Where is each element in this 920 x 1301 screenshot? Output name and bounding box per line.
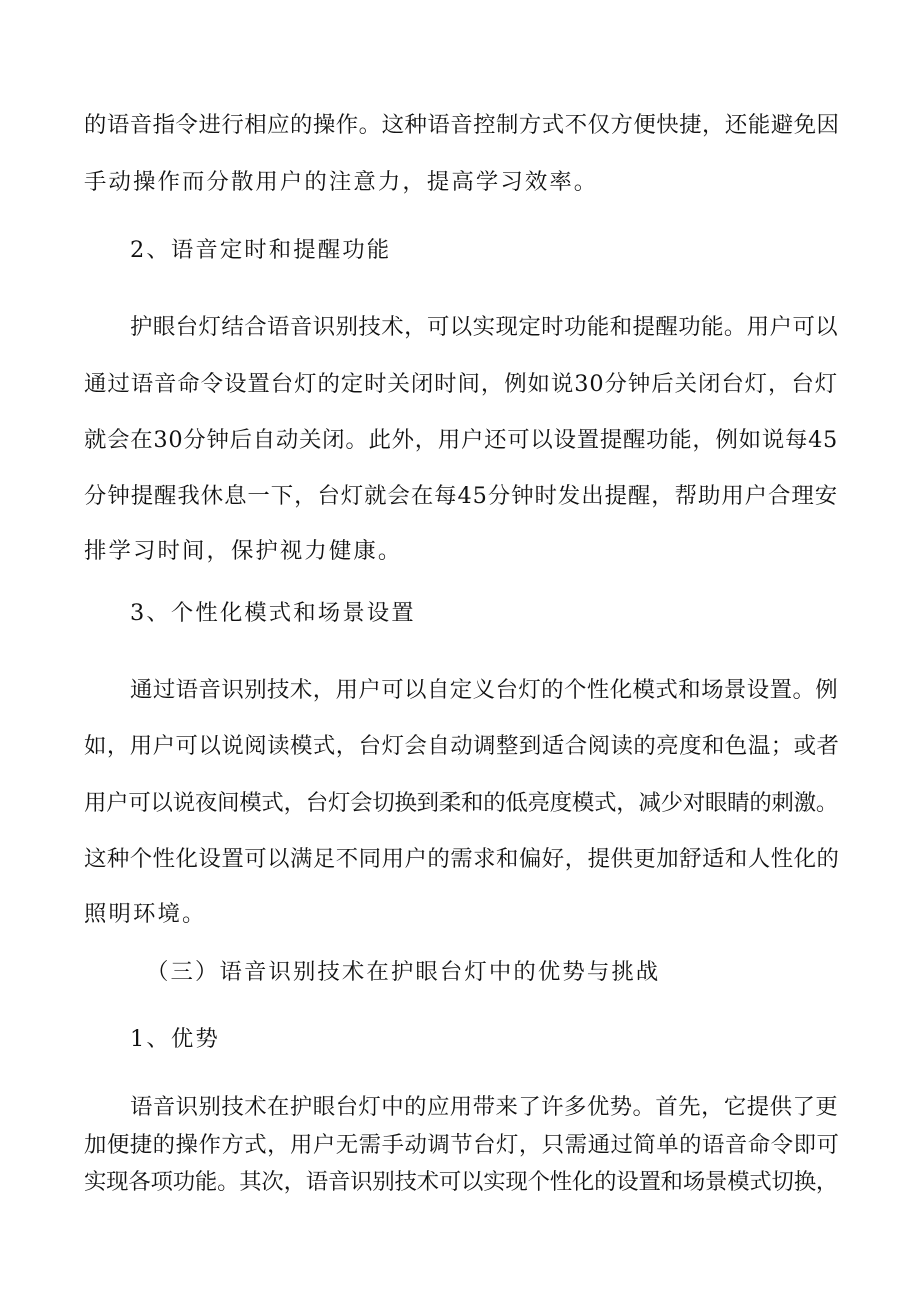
paragraph-line: 就会在30分钟后自动关闭。此外，用户还可以设置提醒功能，例如说每45 [84, 427, 838, 453]
paragraph-line: 通过语音识别技术，用户可以自定义台灯的个性化模式和场景设置。例 [130, 677, 838, 703]
paragraph-line: 手动操作而分散用户的注意力，提高学习效率。 [84, 169, 599, 195]
paragraph-line: 用户可以说夜间模式，台灯会切换到柔和的低亮度模式，减少对眼睛的刺激。 [84, 790, 838, 816]
paragraph-line: 分钟提醒我休息一下，台灯就会在每45分钟时发出提醒，帮助用户合理安 [84, 483, 838, 509]
paragraph-line: 的语音指令进行相应的操作。这种语音控制方式不仅方便快捷，还能避免因 [84, 112, 840, 138]
paragraph-line: 排学习时间，保护视力健康。 [84, 538, 403, 564]
paragraph-line: 这种个性化设置可以满足不同用户的需求和偏好，提供更加舒适和人性化的 [84, 846, 840, 872]
paragraph-line: 护眼台灯结合语音识别技术，可以实现定时功能和提醒功能。用户可以 [130, 314, 838, 340]
subheading-personalized-modes: 3、个性化模式和场景设置 [130, 600, 416, 626]
paragraph-line: 实现各项功能。其次，语音识别技术可以实现个性化的设置和场景模式切换， [84, 1169, 838, 1195]
paragraph-line: 如，用户可以说阅读模式，台灯会自动调整到适合阅读的亮度和色温；或者 [84, 733, 840, 759]
paragraph-line: 语音识别技术在护眼台灯中的应用带来了许多优势。首先，它提供了更 [130, 1094, 838, 1120]
paragraph-line: 照明环境。 [84, 901, 207, 927]
subheading-timer-reminder: 2、语音定时和提醒功能 [130, 237, 392, 263]
paragraph-line: 加便捷的操作方式，用户无需手动调节台灯，只需通过简单的语音命令即可 [84, 1132, 840, 1158]
paragraph-line: 通过语音命令设置台灯的定时关闭时间，例如说30分钟后关闭台灯，台灯 [84, 371, 838, 397]
subheading-advantages: 1、优势 [130, 1026, 220, 1052]
section-heading: （三）语音识别技术在护眼台灯中的优势与挑战 [146, 959, 661, 985]
